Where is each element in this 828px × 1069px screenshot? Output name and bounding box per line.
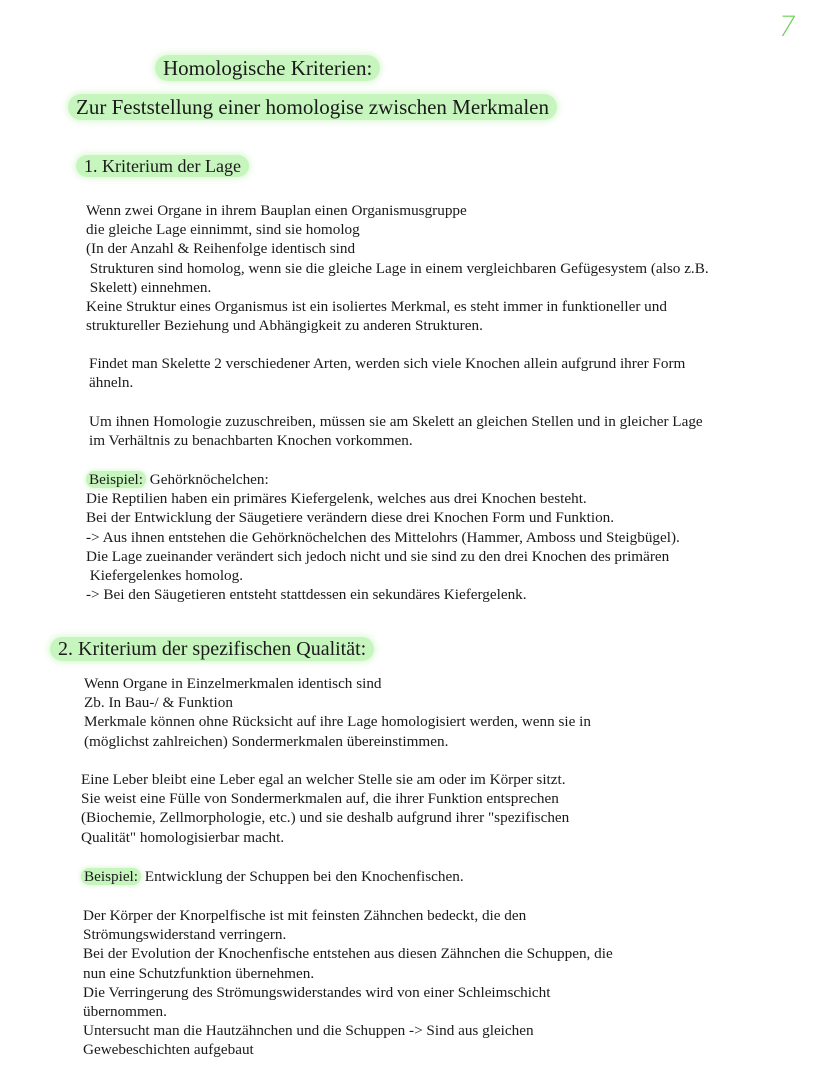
example-heading — [81, 867, 464, 886]
text-line: die gleiche Lage einnimmt, sind sie homolog — [86, 221, 360, 239]
text-line: im Verhältnis zu benachbarten Knochen vorkommen. — [89, 432, 413, 450]
text-line: Eine Leber bleibt eine Leber egal an welcher Stelle sie am oder im Körper sitzt. — [81, 771, 566, 788]
example-heading — [86, 470, 680, 489]
section1-para1 — [86, 201, 709, 335]
section2-para1 — [84, 674, 591, 751]
text-line: nun eine Schutzfunktion übernehmen. — [83, 964, 315, 982]
example-label: Beispiel: — [86, 471, 146, 488]
text-line: Die Reptilien haben ein primäres Kiefergelenk, welches aus drei Knochen besteht. — [86, 490, 587, 508]
text-line: Kiefergelenkes homolog. — [86, 566, 244, 584]
text-line: ähneln. — [89, 374, 134, 392]
text-line: Die Lage zueinander verändert sich jedoch nicht und sie sind zu den drei Knochen des primären — [86, 547, 670, 565]
page-title: Homologische Kriterien: — [155, 55, 380, 81]
text-line: übernommen. — [83, 1002, 167, 1020]
text-line: struktureller Beziehung und Abhängigkeit zu anderen Strukturen. — [86, 317, 483, 335]
text-line: Bei der Entwicklung der Säugetiere verändern diese drei Knochen Form und Funktion. — [86, 509, 615, 527]
subtitle-wrapper — [68, 95, 557, 120]
text-line: Findet man Skelette 2 verschiedener Arten, werden sich viele Knochen allein aufgrund ihrer Form — [89, 355, 686, 372]
section2-example-text — [83, 906, 613, 1060]
title-wrapper — [155, 56, 380, 81]
example-title: Gehörknöchelchen: — [146, 471, 269, 488]
text-line: Um ihnen Homologie zuzuschreiben, müssen sie am Skelett an gleichen Stellen und in gleicher Lage — [89, 413, 703, 430]
text-line: Bei der Evolution der Knochenfische entstehen aus diesen Zähnchen die Schuppen, die — [83, 945, 613, 963]
section2-heading: 2. Kriterium der spezifischen Qualität: — [50, 637, 374, 661]
section1-heading: 1. Kriterium der Lage — [76, 155, 249, 177]
text-line: Sie weist eine Fülle von Sondermerkmalen auf, die ihrer Funktion entsprechen — [81, 790, 559, 808]
text-line: Der Körper der Knorpelfische ist mit feinsten Zähnchen bedeckt, die den — [83, 907, 527, 924]
text-line: (Biochemie, Zellmorphologie, etc.) und sie deshalb aufgrund ihrer "spezifischen — [81, 809, 570, 827]
text-line: (In der Anzahl & Reihenfolge identisch sind — [86, 240, 356, 258]
text-line: Merkmale können ohne Rücksicht auf ihre Lage homologisiert werden, wenn sie in — [84, 713, 591, 731]
text-line: Wenn zwei Organe in ihrem Bauplan einen Organismusgruppe — [86, 202, 467, 219]
text-line: Gewebeschichten aufgebaut — [83, 1041, 254, 1059]
section2-example — [81, 867, 464, 886]
example-title: Entwicklung der Schuppen bei den Knochenfischen. — [141, 868, 464, 885]
text-line: Strukturen sind homolog, wenn sie die gleiche Lage in einem vergleichbaren Gefügesystem (also z.B. — [86, 259, 709, 277]
section2-para2 — [81, 770, 569, 847]
example-label: Beispiel: — [81, 868, 141, 885]
text-line: Wenn Organe in Einzelmerkmalen identisch sind — [84, 675, 382, 692]
section1-example — [86, 470, 680, 604]
text-line: Untersucht man die Hautzähnchen und die Schuppen -> Sind aus gleichen — [83, 1022, 534, 1040]
section1-para2 — [89, 354, 685, 392]
text-line: Zb. In Bau-/ & Funktion — [84, 694, 233, 712]
section1-para3 — [89, 412, 703, 450]
text-line: Strömungswiderstand verringern. — [83, 926, 287, 944]
page-number: 7 — [774, 10, 800, 43]
section2-heading-wrapper — [50, 638, 374, 661]
text-line: Keine Struktur eines Organismus ist ein isoliertes Merkmal, es steht immer in funktioneller und — [86, 297, 667, 315]
text-line: -> Aus ihnen entstehen die Gehörknöchelchen des Mittelohrs (Hammer, Amboss und Steigbügel). — [86, 528, 680, 546]
section1-heading-wrapper — [76, 156, 249, 177]
text-line: Skelett) einnehmen. — [86, 278, 212, 296]
text-line: -> Bei den Säugetieren entsteht stattdessen ein sekundäres Kiefergelenk. — [86, 586, 527, 604]
text-line: Qualität" homologisierbar macht. — [81, 828, 285, 846]
text-line: Die Verringerung des Strömungswiderstandes wird von einer Schleimschicht — [83, 983, 551, 1001]
page-subtitle: Zur Feststellung einer homologise zwischen Merkmalen — [68, 94, 557, 120]
text-line: (möglichst zahlreichen) Sondermerkmalen übereinstimmen. — [84, 732, 449, 750]
